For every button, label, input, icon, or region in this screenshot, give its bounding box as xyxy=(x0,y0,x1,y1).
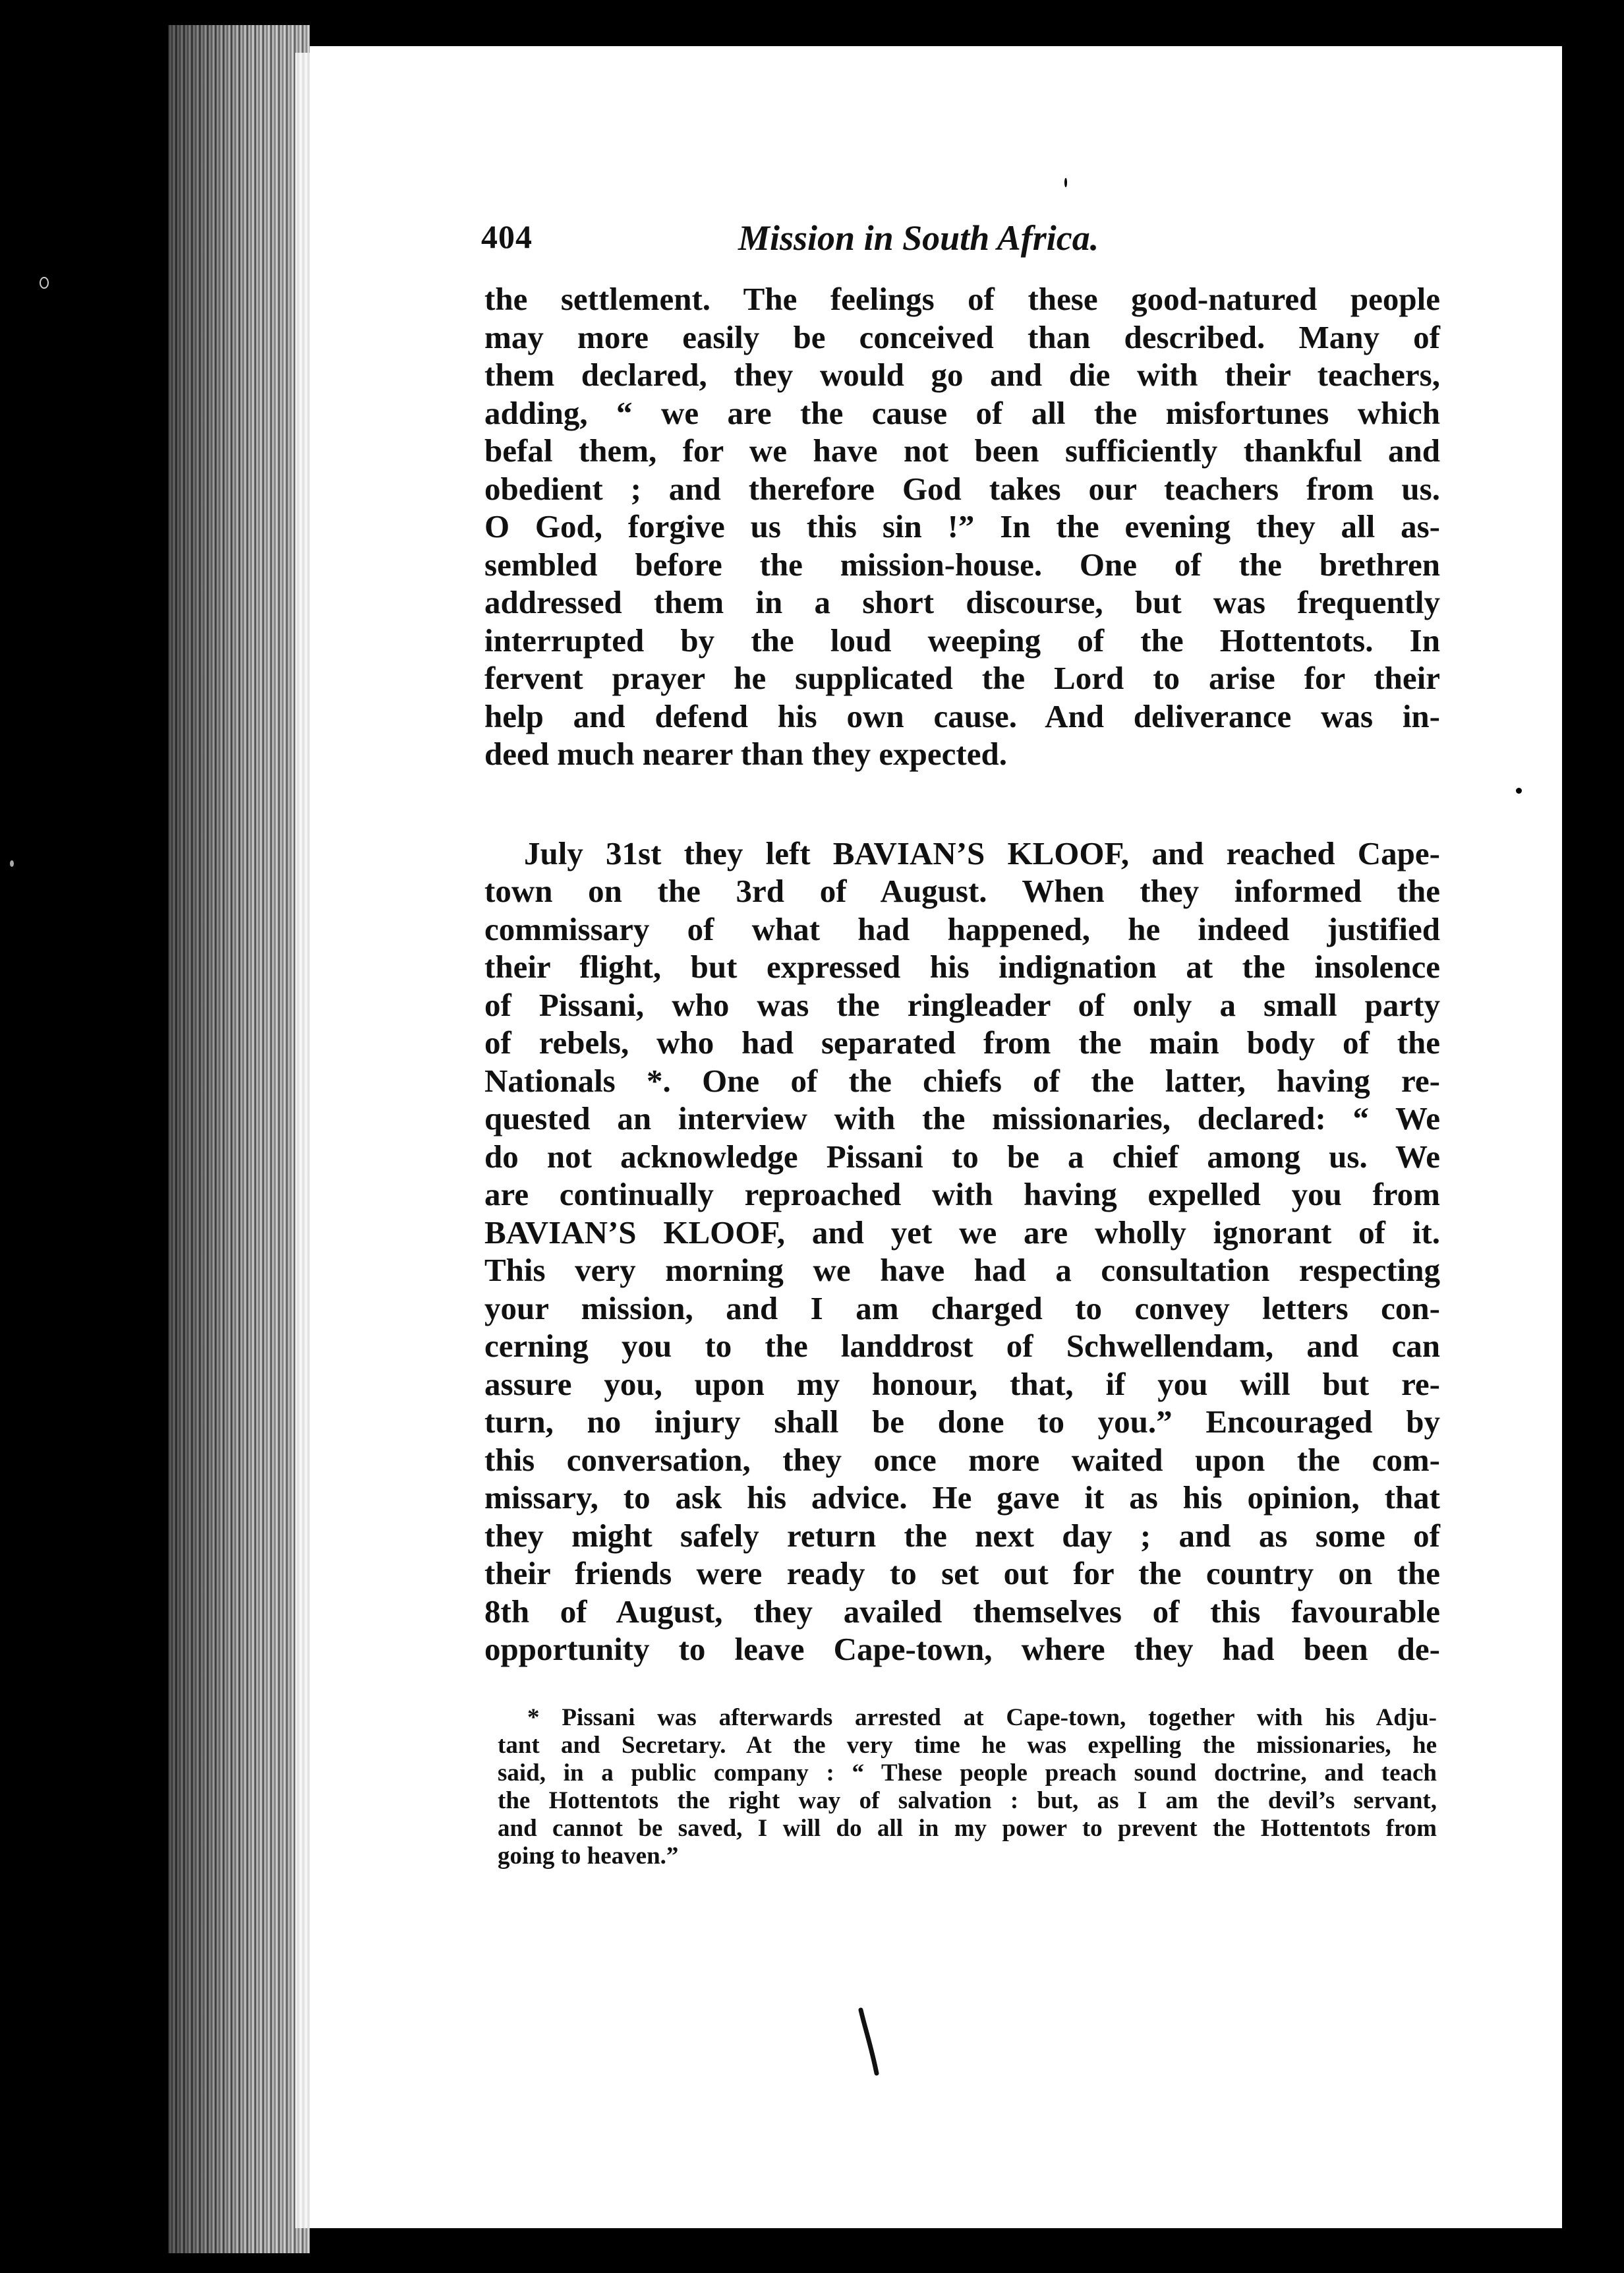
text-line: them declared, they would go and die with their teachers, xyxy=(484,357,1440,393)
text-line: BAVIAN’S KLOOF, and yet we are wholly ignorant of it. xyxy=(484,1214,1440,1251)
text-line: O God, forgive us this sin !” In the evening they all as- xyxy=(484,508,1440,545)
text-line: do not acknowledge Pissani to be a chief among us. We xyxy=(484,1138,1440,1175)
text-line: help and defend his own cause. And deliverance was in- xyxy=(484,697,1440,734)
footnote-line: going to heaven.” xyxy=(498,1843,679,1870)
text-line: may more easily be conceived than described. Many of xyxy=(484,318,1440,355)
footnote xyxy=(498,1704,1437,1870)
scan-speck xyxy=(1516,788,1522,794)
text-line: cerning you to the landdrost of Schwellendam, and can xyxy=(484,1328,1440,1364)
footnote-line: * Pissani was afterwards arrested at Cape-town, together with his Adju- xyxy=(527,1704,1437,1731)
scan-speck xyxy=(40,277,49,289)
text-line: of Pissani, who was the ringleader of only a small party xyxy=(484,986,1440,1023)
text-line: of rebels, who had separated from the main body of the xyxy=(484,1024,1440,1061)
text-line: July 31st they left BAVIAN’S KLOOF, and reached Cape- xyxy=(524,835,1440,871)
text-line: turn, no injury shall be done to you.” Encouraged by xyxy=(484,1403,1440,1440)
footnote-line: the Hottentots the right way of salvation : but, as I am the devil’s servant, xyxy=(498,1787,1437,1814)
text-line: commissary of what had happened, he indeed justified xyxy=(484,910,1440,947)
text-line: their friends were ready to set out for the country on the xyxy=(484,1555,1440,1591)
book-edge-shadow xyxy=(168,25,310,2253)
text-line: sembled before the mission-house. One of the brethren xyxy=(484,546,1440,583)
text-line: opportunity to leave Cape-town, where they had been de- xyxy=(484,1631,1440,1667)
text-line: your mission, and I am charged to convey letters con- xyxy=(484,1289,1440,1326)
text-line: interrupted by the loud weeping of the Hottentots. In xyxy=(484,622,1440,659)
text-line: deed much nearer than they expected. xyxy=(484,736,1007,772)
text-line: obedient ; and therefore God takes our teachers from us. xyxy=(484,470,1440,507)
footnote-line: tant and Secretary. At the very time he was expelling the missionaries, he xyxy=(498,1732,1437,1759)
running-head xyxy=(481,218,1437,264)
text-line: Nationals *. One of the chiefs of the latter, having re- xyxy=(484,1062,1440,1099)
text-line: This very morning we have had a consultation respecting xyxy=(484,1252,1440,1288)
text-line: 8th of August, they availed themselves of this favourable xyxy=(484,1593,1440,1630)
body-text xyxy=(484,280,1440,1668)
text-line: adding, “ we are the cause of all the misfortunes which xyxy=(484,394,1440,431)
footnote-line: said, in a public company : “ These people preach sound doctrine, and teach xyxy=(498,1759,1437,1786)
text-line: this conversation, they once more waited upon the com- xyxy=(484,1441,1440,1478)
text-line: quested an interview with the missionaries, declared: “ We xyxy=(484,1100,1440,1136)
paragraph-2 xyxy=(484,835,1440,1668)
text-line: town on the 3rd of August. When they informed the xyxy=(484,873,1440,909)
scan-speck xyxy=(1064,178,1067,187)
text-line: they might safely return the next day ; and as some of xyxy=(484,1517,1440,1554)
ink-stroke-mark xyxy=(857,2007,883,2080)
text-line: the settlement. The feelings of these good-natured people xyxy=(484,281,1440,317)
paragraph-1 xyxy=(484,280,1440,773)
text-line: addressed them in a short discourse, but was frequently xyxy=(484,584,1440,620)
footnote-line: and cannot be saved, I will do all in my power to prevent the Hottentots from xyxy=(498,1815,1437,1842)
text-line: befal them, for we have not been sufficiently thankful and xyxy=(484,432,1440,469)
facing-page-shadow xyxy=(1562,0,1624,2273)
text-line: fervent prayer he supplicated the Lord to arise for their xyxy=(484,660,1440,696)
text-line: assure you, upon my honour, that, if you will but re- xyxy=(484,1365,1440,1402)
running-title: Mission in South Africa. xyxy=(738,218,1099,258)
text-line: their flight, but expressed his indignation at the insolence xyxy=(484,949,1440,985)
page-number: 404 xyxy=(481,218,533,255)
text-line: are continually reproached with having expelled you from xyxy=(484,1176,1440,1212)
scan-speck xyxy=(10,860,14,867)
paragraph-gap xyxy=(484,773,1440,835)
text-line: missary, to ask his advice. He gave it as his opinion, that xyxy=(484,1479,1440,1516)
